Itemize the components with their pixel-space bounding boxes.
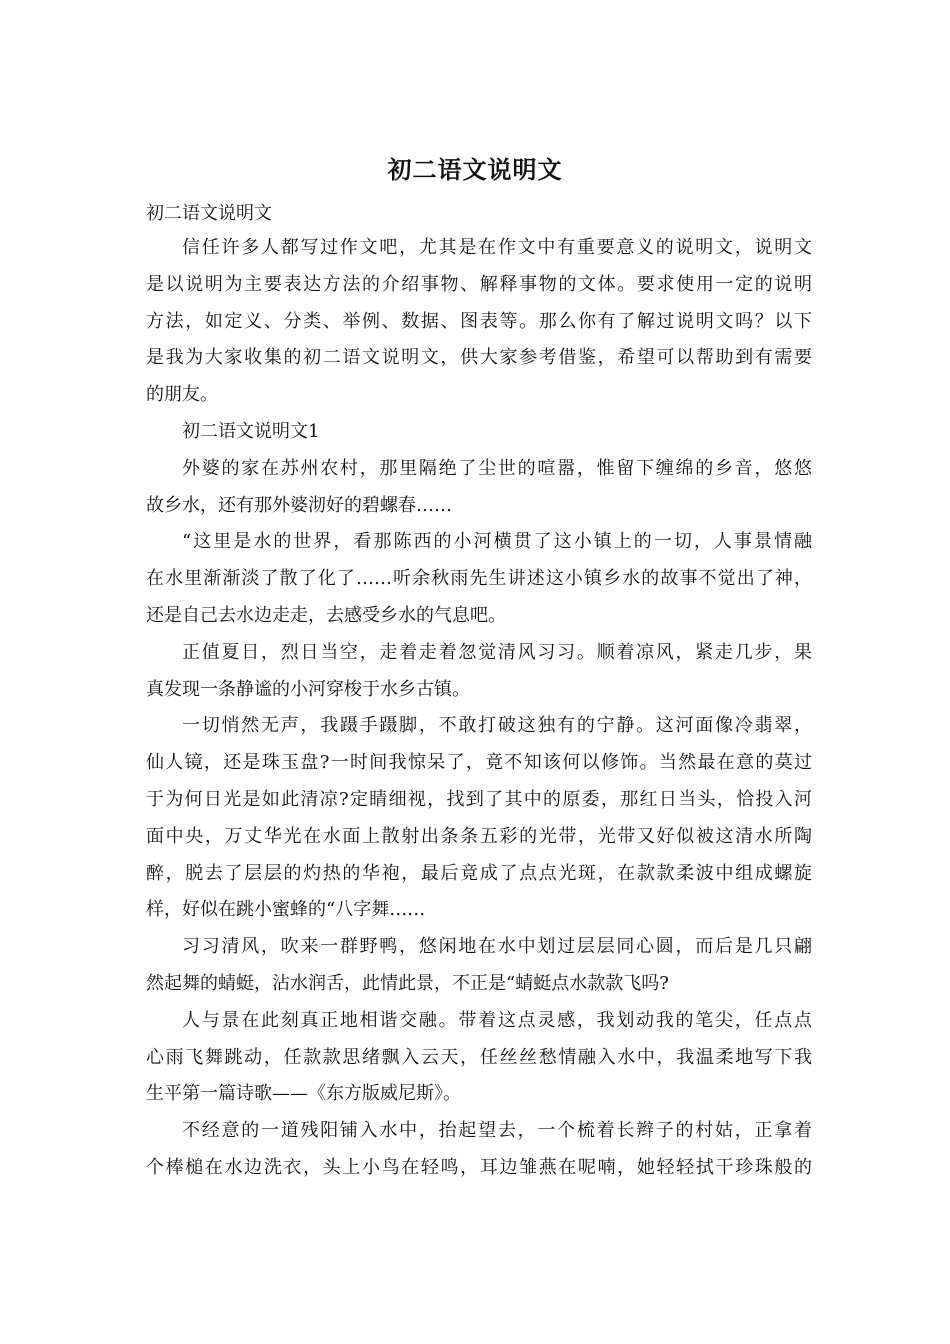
paragraph-line: 习习清风，吹来一群野鸭，悠闲地在水中划过层层同心圆，而后是几只翩 — [182, 936, 812, 958]
paragraph-line: 是我为大家收集的初二语文说明文，供大家参考借鉴，希望可以帮助到有需要 — [146, 347, 812, 369]
document-title: 初二语文说明文 — [387, 155, 563, 184]
paragraph — [146, 230, 812, 414]
paragraph — [146, 414, 812, 451]
paragraph — [146, 708, 812, 929]
paragraph-line: 仙人镜，还是珠玉盘?一时间我惊呆了，竟不知该何以修饰。当然最在意的莫过 — [146, 752, 812, 774]
paragraph-line: 一切悄然无声，我蹑手蹑脚，不敢打破这独有的宁静。这河面像冷翡翠， — [182, 715, 812, 737]
paragraph — [146, 524, 812, 634]
paragraph-line: 不经意的一道残阳铺入水中，抬起望去，一个梳着长辫子的村姑，正拿着 — [182, 1120, 812, 1142]
paragraph-line: “这里是水的世界，看那陈西的小河横贯了这小镇上的一切，人事景情融 — [182, 531, 812, 553]
paragraph-line: 外婆的家在苏州农村，那里隔绝了尘世的喧嚣，惟留下缠绵的乡音，悠悠 — [182, 457, 812, 479]
paragraph-line: 方法，如定义、分类、举例、数据、图表等。那么你有了解过说明文吗？以下 — [146, 310, 812, 332]
paragraph — [146, 635, 812, 709]
paragraph-line: 然起舞的蜻蜓，沾水润舌，此情此景，不正是“蜻蜓点水款款飞吗? — [146, 972, 669, 994]
paragraph — [146, 451, 812, 525]
paragraph-line: 在水里渐渐淡了散了化了……听余秋雨先生讲述这小镇乡水的故事不觉出了神， — [146, 568, 812, 590]
paragraph-line: 的朋友。 — [146, 384, 218, 406]
paragraph-line: 个棒槌在水边洗衣，头上小鸟在轻鸣，耳边雏燕在呢喃，她轻轻拭干珍珠般的 — [146, 1156, 812, 1178]
paragraph-line: 心雨飞舞跳动，任款款思绪飘入云天，任丝丝愁情融入水中，我温柔地写下我 — [146, 1046, 812, 1068]
paragraph-line: 面中央，万丈华光在水面上散射出条条五彩的光带，光带又好似被这清水所陶 — [146, 825, 812, 847]
paragraph — [146, 1113, 812, 1187]
paragraph-line: 人与景在此刻真正地相谐交融。带着这点灵感，我划动我的笔尖，任点点 — [182, 1009, 812, 1031]
paragraph-line: 正值夏日，烈日当空，走着走着忽觉清风习习。顺着凉风，紧走几步，果 — [182, 641, 812, 663]
paragraph-line: 故乡水，还有那外婆沏好的碧螺春…… — [146, 494, 452, 516]
document-body — [146, 230, 812, 1187]
paragraph-line: 信任许多人都写过作文吧，尤其是在作文中有重要意义的说明文，说明文 — [182, 237, 812, 258]
paragraph-line: 于为何日光是如此清凉?定睛细视，找到了其中的原委，那红日当头，恰投入河 — [146, 788, 812, 810]
document-subtitle: 初二语文说明文 — [146, 203, 272, 224]
paragraph-line: 生平第一篇诗歌——《东方版威尼斯》。 — [146, 1083, 461, 1105]
paragraph-line: 是以说明为主要表达方法的介绍事物、解释事物的文体。要求使用一定的说明 — [146, 273, 812, 295]
paragraph-line: 醉，脱去了层层的灼热的华袍，最后竟成了点点光斑，在款款柔波中组成螺旋 — [146, 862, 812, 884]
paragraph-line: 还是自己去水边走走，去感受乡水的气息吧。 — [146, 604, 506, 626]
paragraph-line: 真发现一条静谧的小河穿梭于水乡古镇。 — [146, 678, 470, 700]
paragraph — [146, 929, 812, 1003]
paragraph — [146, 1003, 812, 1113]
paragraph-line: 初二语文说明文1 — [182, 420, 320, 442]
paragraph-line: 样，好似在跳小蜜蜂的“八字舞…… — [146, 899, 426, 921]
